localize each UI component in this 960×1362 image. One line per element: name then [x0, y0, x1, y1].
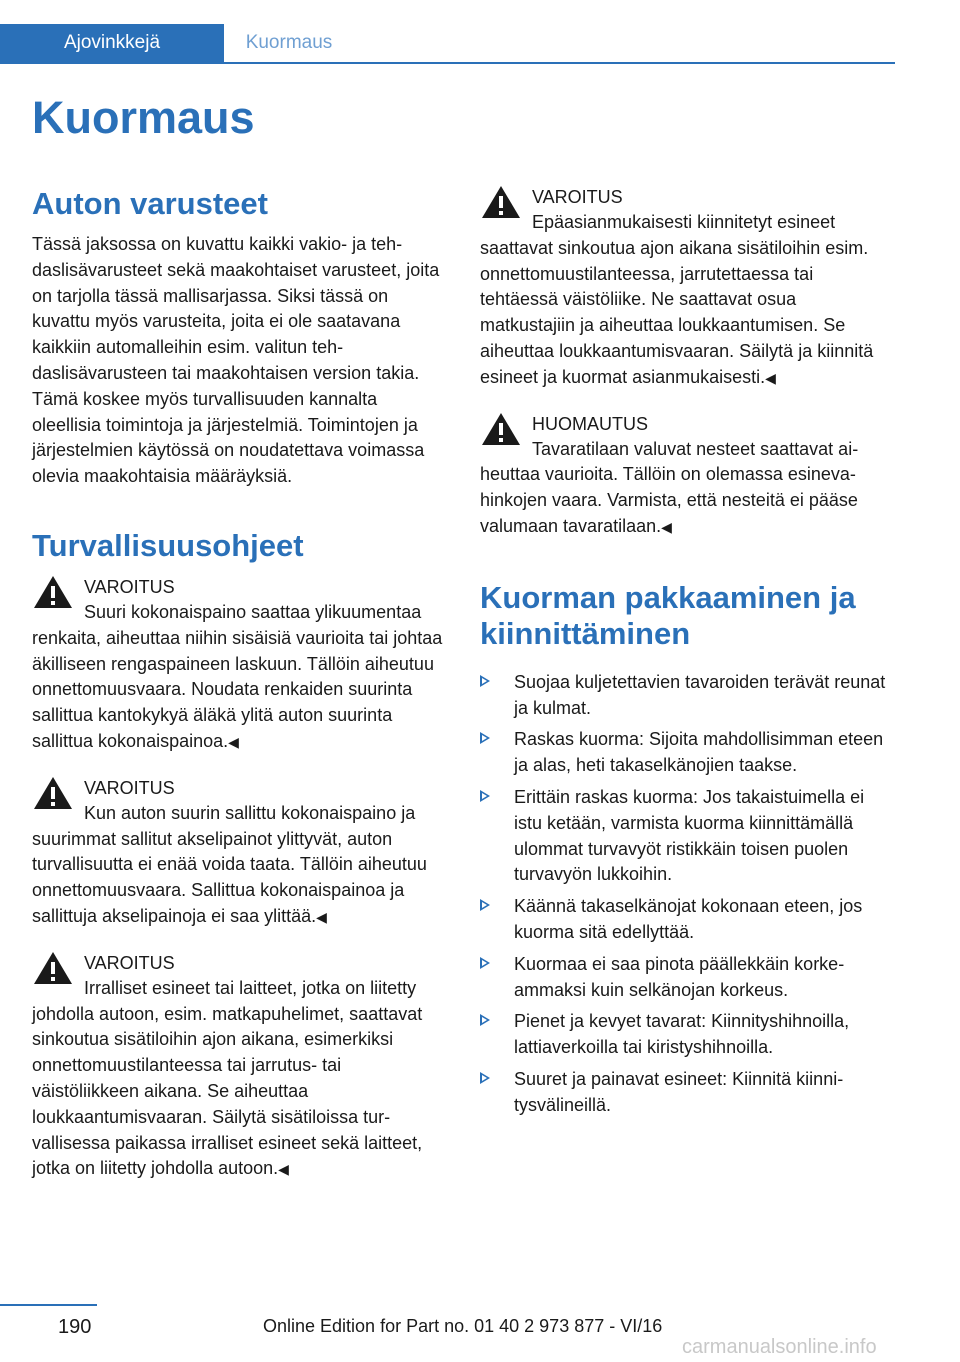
footer-rule — [0, 1304, 97, 1306]
warning-label: VAROITUS — [84, 576, 175, 597]
equipment-paragraph: Tässä jaksossa on kuvattu kaikki vakio- ja tehdaslisävarusteet sekä maakohtaiset varusteet, joita on tarjolla tässä mallisarjassa. Siksi tässä on kuvattu myös varusteita, joita ei ole saatavana kaikkiin automalleihin esim. valitun tehdaslisävarusteen tai maakohtaisen version takia. Tämä koskee myös turvallisuuden kannalta oleellisia toimintoja ja järjestelmiä. Toimintojen ja järjestelmien käytössä on noudatettava voimassa olevia maakohtaisia määräyksiä. — [32, 234, 440, 487]
warning-text: Kun auton suurin sallittu kokonaispaino ja suurimmat sallitut akselipainot ylittyvät, auton turvallisuutta ei enää voida taata. Tällöin aiheutuu onnettomuusvaara. Sallittua kokonaispainoa ja sallittuja akselipainoja ei saa ylittää. — [32, 802, 427, 926]
warning-triangle-icon — [32, 950, 74, 986]
triangle-bullet-icon — [480, 1014, 490, 1026]
section-heading-equipment: Auton varusteet — [32, 186, 268, 221]
triangle-bullet-icon — [480, 899, 490, 911]
section-heading-safety: Turvallisuusohjeet — [32, 527, 304, 563]
warning-block — [32, 773, 447, 930]
end-mark: ◀ — [765, 369, 776, 386]
end-mark: ◀ — [228, 733, 239, 750]
notice-triangle-icon — [480, 411, 522, 447]
warning-block — [32, 948, 447, 1182]
list-item: Käännä takaselkänojat kokonaan eteen, jos kuorma sitä edellyttää. — [480, 894, 895, 946]
end-mark: ◀ — [278, 1161, 289, 1178]
list-item: Pienet ja kevyet tavarat: Kiinnityshihnoilla, lattiaverkoilla tai kiristyshihnoilla. — [480, 1009, 895, 1061]
section-heading-packing: Kuorman pakkaaminen ja kiinnittäminen — [480, 579, 856, 651]
tab-section[interactable]: Kuormaus — [245, 32, 333, 53]
warning-text: Epäasianmukaisesti kiinnitetyt esineet saattavat sinkoutua ajon aikana sisätiloihin esim. onnettomuustilanteessa, jarrutettaessa tai tehtäessä väistöliike. Ne saattavat osua matkustajiin ja aiheuttaa loukkaantumisen. Se aiheuttaa loukkaantumisvaaran. Säilytä ja kiinnitä esineet ja kuormat asianmukaisesti. — [480, 212, 874, 387]
warning-label: VAROITUS — [532, 187, 623, 207]
notice-block — [480, 409, 895, 540]
page-title: Kuormaus — [32, 92, 255, 143]
list-item: Suojaa kuljetettavien tavaroiden terävät reunat ja kulmat. — [480, 670, 895, 722]
header-bar — [0, 24, 895, 64]
edition-note: Online Edition for Part no. 01 40 2 973 877 - VI/16 — [263, 1316, 663, 1336]
triangle-bullet-icon — [480, 1072, 490, 1084]
warning-text: Irralliset esineet tai laitteet, jotka on liitetty johdolla autoon, esim. matkapuhelimet, saattavat sinkoutua sisätiloihin ajon aikana, esimerkiksi onnettomuustilanteessa tai jarrutus- tai väistöliikkeen aikana. Se aiheuttaa loukkaantumisvaaran. Säilytä sisätiloissa turvallisessa paikassa irralliset esineet sekä laitteet, jotka on liitetty johdolla autoon. — [32, 977, 423, 1179]
watermark: carmanualsonline.info — [682, 1336, 877, 1358]
warning-block — [32, 572, 447, 755]
notice-text: Tavaratilaan valuvat nesteet saattavat aiheuttaa vaurioita. Tällöin on olemassa esinevahinkojen vaara. Varmista, että nesteitä ei pääse valumaan tavaratilaan. — [480, 438, 859, 536]
warning-block — [480, 182, 895, 391]
packing-list — [480, 670, 895, 1119]
triangle-bullet-icon — [480, 790, 490, 802]
notice-label: HUOMAUTUS — [532, 413, 648, 434]
list-item: Suuret ja painavat esineet: Kiinnitä kiinnitysvälineillä. — [480, 1067, 895, 1119]
triangle-bullet-icon — [480, 675, 490, 687]
right-column — [480, 182, 895, 1125]
left-column — [32, 180, 447, 1182]
list-item: Erittäin raskas kuorma: Jos takaistuimella ei istu ketään, varmista kuorma kiinnittämällä ulommat turvavyöt ristikkäin toisen puolen turvavyön lukkoihin. — [480, 785, 895, 888]
warning-label: VAROITUS — [84, 952, 175, 973]
end-mark: ◀ — [661, 518, 672, 535]
warning-triangle-icon — [480, 184, 522, 220]
warning-label: VAROITUS — [84, 777, 175, 798]
end-mark: ◀ — [316, 908, 327, 925]
page-number: 190 — [58, 1316, 92, 1338]
tab-chapter[interactable]: Ajovinkkejä — [0, 24, 224, 62]
triangle-bullet-icon — [480, 732, 490, 744]
list-item: Kuormaa ei saa pinota päällekkäin korkeammaksi kuin selkänojan korkeus. — [480, 952, 895, 1004]
warning-triangle-icon — [32, 574, 74, 610]
triangle-bullet-icon — [480, 957, 490, 969]
warning-triangle-icon — [32, 775, 74, 811]
warning-text: Suuri kokonaispaino saattaa ylikuumentaa renkaita, aiheuttaa niihin sisäisiä vaurioita tai johtaa äkilliseen rengaspaineen laskuun. Tällöin aiheutuu onnettomuusvaara. Noudata renkaiden suurinta sallittua kantokykyä äläkä ylitä auton suurinta sallittua kokonaispainoa. — [32, 601, 443, 751]
list-item: Raskas kuorma: Sijoita mahdollisimman eteen ja alas, heti takaselkänojien taakse. — [480, 727, 895, 779]
